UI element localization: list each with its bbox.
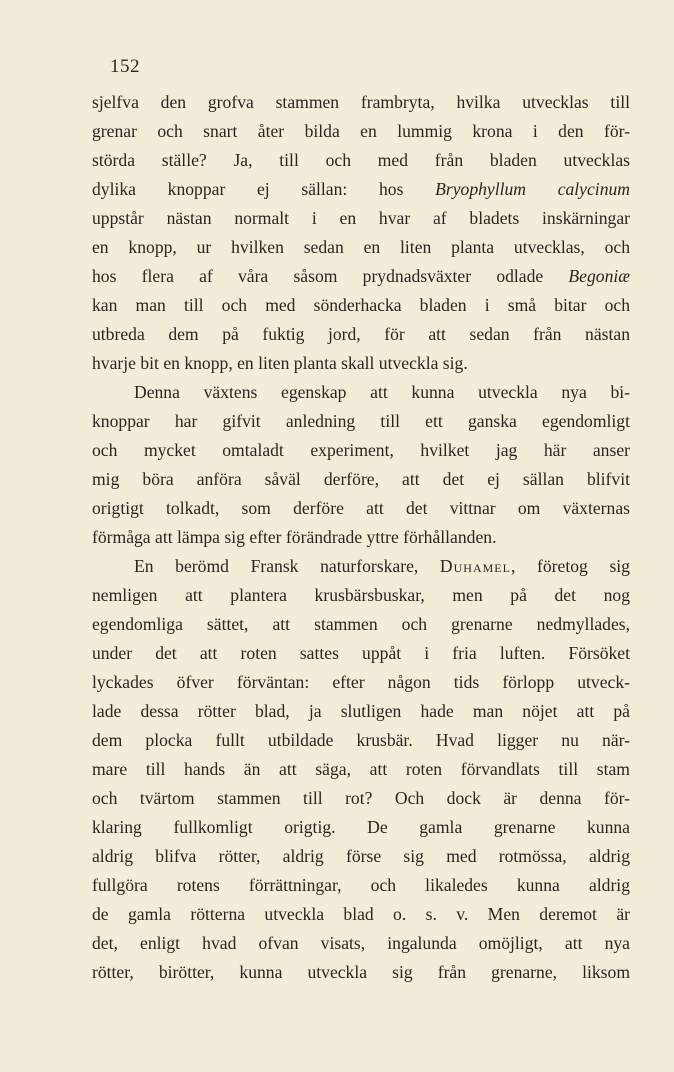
text-segment: knoppar har gifvit anledning till ett ganska egendomligt [92, 411, 630, 431]
text-line [92, 175, 630, 204]
text-line [92, 813, 630, 842]
text-line [92, 117, 630, 146]
text-line [92, 465, 630, 494]
text-segment: Denna växtens egenskap att kunna utveckla nya bi- [134, 382, 630, 402]
text-segment: och mycket omtaladt experiment, hvilket jag här anser [92, 440, 630, 460]
text-segment: grenar och snart åter bilda en lummig krona i den för- [92, 121, 630, 141]
text-line [92, 929, 630, 958]
body-text [92, 88, 630, 987]
text-line [92, 436, 630, 465]
text-segment: rötter, birötter, kunna utveckla sig från grenarne, liksom [92, 962, 630, 982]
text-line [92, 697, 630, 726]
text-segment: de gamla rötterna utveckla blad o. s. v. Men deremot är [92, 904, 630, 924]
text-segment: under det att roten sattes uppåt i fria luften. Försöket [92, 643, 630, 663]
text-segment: hos flera af våra såsom prydnadsväxter odlade [92, 266, 569, 286]
text-line [92, 755, 630, 784]
text-segment: lade dessa rötter blad, ja slutligen hade man nöjet att på [92, 701, 630, 721]
text-line [92, 407, 630, 436]
text-line [92, 88, 630, 117]
text-segment: mare till hands än att säga, att roten förvandlats till stam [92, 759, 630, 779]
text-segment: störda ställe? Ja, till och med från bladen utvecklas [92, 150, 630, 170]
text-segment: En berömd Fransk naturforskare, [134, 556, 440, 576]
text-line [92, 784, 630, 813]
text-segment: egendomliga sättet, att stammen och grenarne nedmyllades, [92, 614, 630, 634]
text-line [92, 320, 630, 349]
text-segment: aldrig blifva rötter, aldrig förse sig med rotmössa, aldrig [92, 846, 630, 866]
text-line [92, 842, 630, 871]
text-segment: uppstår nästan normalt i en hvar af bladets inskärningar [92, 208, 630, 228]
text-line [92, 291, 630, 320]
text-segment: sjelfva den grofva stammen frambryta, hvilka utvecklas till [92, 92, 630, 112]
text-line [92, 233, 630, 262]
text-segment: nemligen att plantera krusbärsbuskar, men på det nog [92, 585, 630, 605]
text-segment: fullgöra rotens förrättningar, och likaledes kunna aldrig [92, 875, 630, 895]
text-line [92, 494, 630, 523]
text-line [92, 668, 630, 697]
text-line [92, 581, 630, 610]
text-line [92, 204, 630, 233]
text-line [92, 958, 630, 987]
italic-name: Begoniæ [568, 266, 630, 286]
text-segment: origtigt tolkadt, som derföre att det vittnar om växternas [92, 498, 630, 518]
text-line [92, 523, 630, 552]
text-segment: , företog sig [510, 556, 630, 576]
text-line [92, 726, 630, 755]
small-caps-name: Duhamel [439, 556, 511, 576]
text-line [92, 871, 630, 900]
italic-name: Bryophyllum calycinum [435, 179, 630, 199]
text-segment: det, enligt hvad ofvan visats, ingalunda omöjligt, att nya [92, 933, 630, 953]
text-line [92, 146, 630, 175]
text-segment: mig böra anföra såväl derföre, att det ej sällan blifvit [92, 469, 630, 489]
text-line [92, 262, 630, 291]
text-segment: förmåga att lämpa sig efter förändrade yttre förhållanden. [92, 527, 497, 547]
text-line [92, 378, 630, 407]
text-segment: klaring fullkomligt origtig. De gamla grenarne kunna [92, 817, 630, 837]
text-segment: dylika knoppar ej sällan: hos [92, 179, 436, 199]
text-line [92, 639, 630, 668]
text-segment: utbreda dem på fuktig jord, för att sedan från nästan [92, 324, 630, 344]
text-line [92, 900, 630, 929]
text-segment: och tvärtom stammen till rot? Och dock är denna för- [92, 788, 630, 808]
page-number: 152 [110, 56, 140, 77]
text-line [92, 552, 630, 581]
text-line [92, 349, 630, 378]
text-segment: lyckades öfver förväntan: efter någon tids förlopp utveck- [92, 672, 630, 692]
text-segment: kan man till och med sönderhacka bladen i små bitar och [92, 295, 630, 315]
text-segment: hvarje bit en knopp, en liten planta skall utveckla sig. [92, 353, 468, 373]
text-segment: en knopp, ur hvilken sedan en liten planta utvecklas, och [92, 237, 630, 257]
text-line [92, 610, 630, 639]
text-segment: dem plocka fullt utbildade krusbär. Hvad ligger nu när- [92, 730, 630, 750]
